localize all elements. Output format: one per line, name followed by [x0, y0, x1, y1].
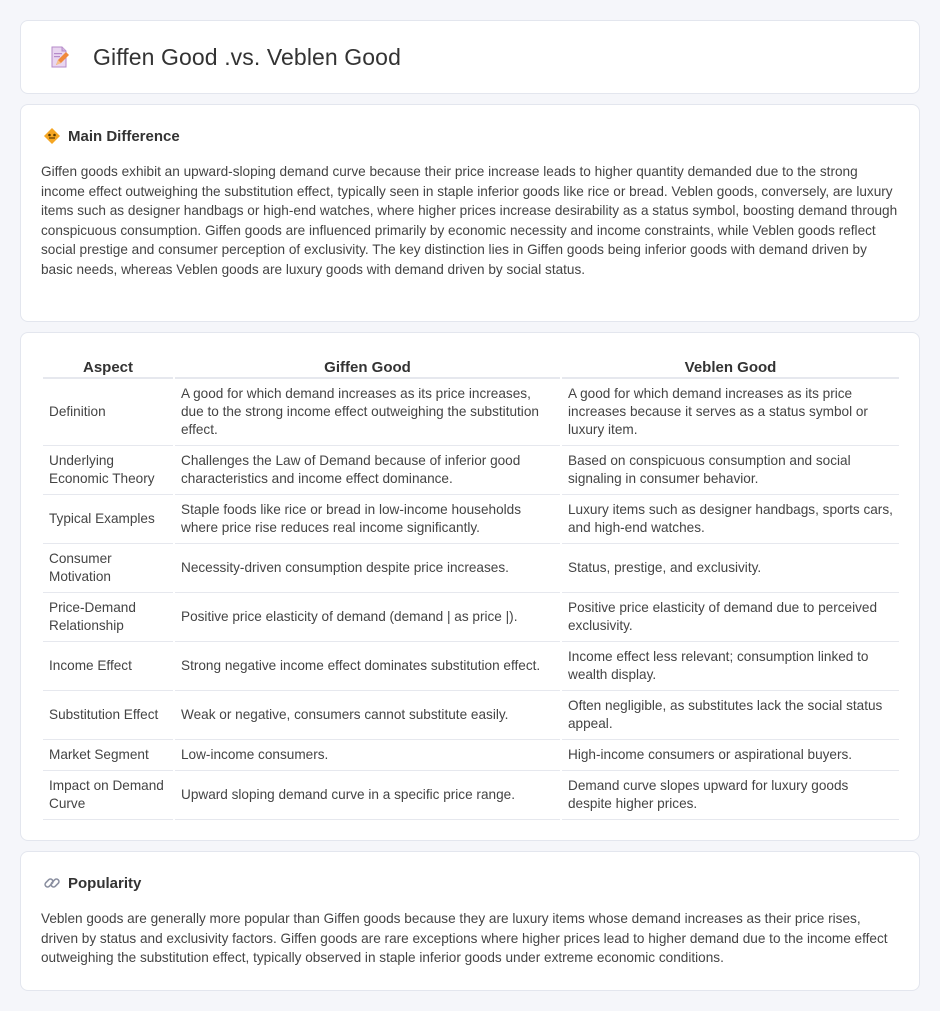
diamond-sign-icon [43, 127, 61, 145]
table-cell-aspect: Substitution Effect [43, 691, 173, 740]
table-row [43, 771, 899, 820]
table-cell-veblen: Demand curve slopes upward for luxury goods despite higher prices. [562, 771, 899, 820]
table-cell-aspect: Income Effect [43, 642, 173, 691]
header-aspect: Aspect [43, 353, 173, 379]
main-difference-text: Giffen goods exhibit an upward-sloping demand curve because their price increase leads to higher quantity demanded due to the strong income effect outweighing the substitution effect, typically seen in staple inferior goods like rice or bread. Veblen goods, conversely, are luxury items such as designer handbags or high-end watches, where higher prices increase desirability as a status symbol, boosting demand through conspicuous consumption. Giffen goods are influenced primarily by economic necessity and income constraints, while Veblen goods reflect social prestige and consumer perception of exclusivity. The key distinction lies in Giffen goods being inferior goods with demand driven by basic needs, whereas Veblen goods are luxury goods with demand driven by social status. [41, 164, 898, 277]
table-header-row [43, 353, 899, 379]
table-cell-aspect: Price-Demand Relationship [43, 593, 173, 642]
table-cell-giffen: Staple foods like rice or bread in low-income households where price rise reduces real income significantly. [175, 495, 560, 544]
table-cell-aspect: Impact on Demand Curve [43, 771, 173, 820]
table-cell-aspect: Typical Examples [43, 495, 173, 544]
table-cell-giffen: Strong negative income effect dominates substitution effect. [175, 642, 560, 691]
table-row [43, 740, 899, 771]
table-cell-giffen: A good for which demand increases as its price increases, due to the strong income effect outweighing the substitution effect. [175, 379, 560, 446]
table-cell-giffen: Upward sloping demand curve in a specific price range. [175, 771, 560, 820]
table-cell-veblen: Luxury items such as designer handbags, sports cars, and high-end watches. [562, 495, 899, 544]
document-pencil-icon [47, 45, 71, 69]
table-cell-veblen: Income effect less relevant; consumption linked to wealth display. [562, 642, 899, 691]
table-cell-giffen: Challenges the Law of Demand because of inferior good characteristics and income effect dominance. [175, 446, 560, 495]
table-cell-veblen: High-income consumers or aspirational buyers. [562, 740, 899, 771]
table-row [43, 691, 899, 740]
table-row [43, 593, 899, 642]
link-icon [43, 874, 61, 892]
table-cell-giffen: Necessity-driven consumption despite price increases. [175, 544, 560, 593]
table-cell-aspect: Consumer Motivation [43, 544, 173, 593]
table-row [43, 379, 899, 446]
table-cell-veblen: Status, prestige, and exclusivity. [562, 544, 899, 593]
table-cell-veblen: Positive price elasticity of demand due to perceived exclusivity. [562, 593, 899, 642]
table-cell-veblen: A good for which demand increases as its price increases because it serves as a status symbol or luxury item. [562, 379, 899, 446]
popularity-card [20, 851, 920, 991]
table-row [43, 446, 899, 495]
table-cell-aspect: Definition [43, 379, 173, 446]
header-card [20, 20, 920, 94]
popularity-title: Popularity [68, 874, 142, 892]
popularity-text: Veblen goods are generally more popular than Giffen goods because they are luxury items whose demand increases as their price rises, driven by status and exclusivity factors. Giffen goods are rare exceptions where higher prices lead to higher demand due to the income effect outweighing the substitution effect, typically observed in staple inferior goods under extreme economic conditions. [41, 911, 888, 966]
table-cell-giffen: Positive price elasticity of demand (demand | as price |). [175, 593, 560, 642]
table-row [43, 544, 899, 593]
main-difference-title: Main Difference [68, 127, 180, 145]
header-giffen-good: Giffen Good [175, 353, 560, 379]
header-veblen-good: Veblen Good [562, 353, 899, 379]
table-cell-aspect: Market Segment [43, 740, 173, 771]
table-cell-giffen: Low-income consumers. [175, 740, 560, 771]
main-difference-card [20, 104, 920, 322]
table-cell-aspect: Underlying Economic Theory [43, 446, 173, 495]
comparison-table-card [20, 332, 920, 841]
table-cell-giffen: Weak or negative, consumers cannot substitute easily. [175, 691, 560, 740]
table-cell-veblen: Often negligible, as substitutes lack the social status appeal. [562, 691, 899, 740]
table-cell-veblen: Based on conspicuous consumption and social signaling in consumer behavior. [562, 446, 899, 495]
table-row [43, 642, 899, 691]
table-row [43, 495, 899, 544]
comparison-table [41, 353, 901, 820]
page-title: Giffen Good .vs. Veblen Good [93, 43, 401, 70]
